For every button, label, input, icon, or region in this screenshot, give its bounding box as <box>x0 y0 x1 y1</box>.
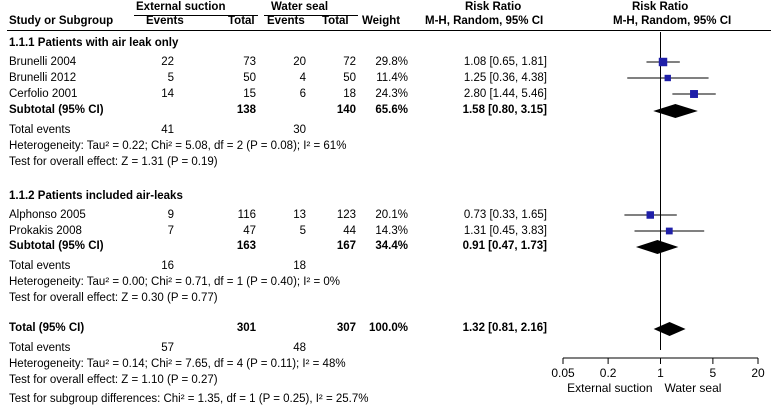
x-tick-label: 20 <box>751 366 765 380</box>
col-study: Study or Subgroup <box>9 15 114 27</box>
group2-header: Water seal <box>271 1 329 13</box>
total-events1: 16 <box>161 260 174 272</box>
total2: 123 <box>336 209 356 221</box>
total-total1: 301 <box>236 322 256 334</box>
col-events2: Events <box>267 15 305 27</box>
events1: 14 <box>161 88 174 100</box>
total1: 73 <box>243 56 256 68</box>
total-events2: 18 <box>293 260 306 272</box>
study-marker <box>659 58 667 66</box>
rr-ci: 1.31 [0.45, 3.83] <box>463 225 547 237</box>
total-events-label: Total events <box>9 342 71 354</box>
events2: 6 <box>299 88 306 100</box>
col-total1: Total <box>228 15 255 27</box>
study-name: Cerfolio 2001 <box>9 88 78 100</box>
study-name: Prokakis 2008 <box>9 225 82 237</box>
events1: 22 <box>161 56 174 68</box>
heterogeneity-text: Heterogeneity: Tau² = 0.22; Chi² = 5.08, df = 2 (P = 0.08); I² = 61% <box>9 140 347 152</box>
events2: 13 <box>293 209 306 221</box>
subtotal-ci: 0.91 [0.47, 1.73] <box>462 240 547 252</box>
total-weight: 100.0% <box>368 322 408 334</box>
rr-ci: 2.80 [1.44, 5.46] <box>463 88 547 100</box>
study-name: Brunelli 2012 <box>9 72 77 84</box>
weight: 20.1% <box>375 209 408 221</box>
total-events2: 30 <box>293 124 306 136</box>
study-marker <box>666 228 673 235</box>
events2: 20 <box>293 56 306 68</box>
pooled-diamond <box>653 104 698 118</box>
subtotal-label: Subtotal (95% CI) <box>9 104 104 116</box>
rr-ci: 1.25 [0.36, 4.38] <box>463 72 547 84</box>
total1: 116 <box>237 209 256 221</box>
col-weight: Weight <box>362 15 401 27</box>
favours-left-label: External suction <box>567 381 653 395</box>
rr-ci: 0.73 [0.33, 1.65] <box>463 209 547 221</box>
events1: 5 <box>167 72 174 84</box>
subtotal-total1: 163 <box>236 240 256 252</box>
events2: 4 <box>299 72 306 84</box>
study-name: Alphonso 2005 <box>9 209 86 221</box>
total-events-label: Total events <box>9 260 71 272</box>
study-marker <box>665 75 671 81</box>
total2: 44 <box>343 225 356 237</box>
plot-header-title: Risk Ratio <box>632 1 689 13</box>
total2: 18 <box>343 88 356 100</box>
total-events1: 57 <box>161 342 174 354</box>
rr-ci: 1.08 [0.65, 1.81] <box>463 56 547 68</box>
subtotal-label: Subtotal (95% CI) <box>9 240 104 252</box>
subgroup-diff-text: Test for subgroup differences: Chi² = 1.35, df = 1 (P = 0.25), I² = 25.7% <box>9 393 369 405</box>
subtotal-weight: 34.4% <box>375 240 408 252</box>
weight: 14.3% <box>375 225 408 237</box>
events2: 5 <box>299 225 306 237</box>
subgroup-title: 1.1.1 Patients with air leak only <box>9 37 179 49</box>
header-rule <box>7 30 771 31</box>
total1: 15 <box>243 88 256 100</box>
overall-effect-text: Test for overall effect: Z = 0.30 (P = 0.77) <box>9 292 218 304</box>
study-marker <box>690 90 698 98</box>
subtotal-total1: 138 <box>236 104 256 116</box>
x-tick-label: 5 <box>709 366 717 380</box>
pooled-diamond <box>636 240 678 254</box>
plot-method: M-H, Random, 95% CI <box>613 15 732 27</box>
total-label: Total (95% CI) <box>9 322 85 334</box>
pooled-diamond <box>654 322 686 336</box>
col-total2: Total <box>322 15 349 27</box>
total-events-label: Total events <box>9 124 71 136</box>
total1: 47 <box>243 225 256 237</box>
subtotal-total2: 140 <box>336 104 356 116</box>
x-tick-label: 0.05 <box>551 366 575 380</box>
heterogeneity-text: Heterogeneity: Tau² = 0.00; Chi² = 0.71, df = 1 (P = 0.40); I² = 0% <box>9 276 341 288</box>
favours-right-label: Water seal <box>664 381 722 395</box>
weight: 29.8% <box>375 56 408 68</box>
x-tick-label: 0.2 <box>599 366 617 380</box>
study-marker <box>647 211 654 218</box>
subtotal-total2: 167 <box>336 240 356 252</box>
group1-header: External suction <box>136 1 226 13</box>
events1: 7 <box>167 225 174 237</box>
total2: 72 <box>343 56 356 68</box>
overall-effect-text: Test for overall effect: Z = 1.31 (P = 0.19) <box>9 156 218 168</box>
rr-header-title: Risk Ratio <box>465 1 522 13</box>
col-events1: Events <box>146 15 184 27</box>
heterogeneity-text: Heterogeneity: Tau² = 0.14; Chi² = 7.65, df = 4 (P = 0.11); I² = 48% <box>9 358 346 370</box>
subtotal-weight: 65.6% <box>375 104 408 116</box>
subtotal-ci: 1.58 [0.80, 3.15] <box>462 104 547 116</box>
total1: 50 <box>243 72 256 84</box>
total-events2: 48 <box>293 342 306 354</box>
col-rr-method: M-H, Random, 95% CI <box>425 15 544 27</box>
weight: 24.3% <box>375 88 408 100</box>
weight: 11.4% <box>376 72 408 84</box>
overall-effect-text: Test for overall effect: Z = 1.10 (P = 0.27) <box>9 374 218 386</box>
subgroup-title: 1.1.2 Patients included air-leaks <box>9 190 183 202</box>
total-events1: 41 <box>161 124 174 136</box>
study-name: Brunelli 2004 <box>9 56 77 68</box>
x-tick-label: 1 <box>657 366 664 380</box>
total2: 50 <box>343 72 356 84</box>
events1: 9 <box>167 209 174 221</box>
total-total2: 307 <box>336 322 356 334</box>
total-ci: 1.32 [0.81, 2.16] <box>462 322 547 334</box>
